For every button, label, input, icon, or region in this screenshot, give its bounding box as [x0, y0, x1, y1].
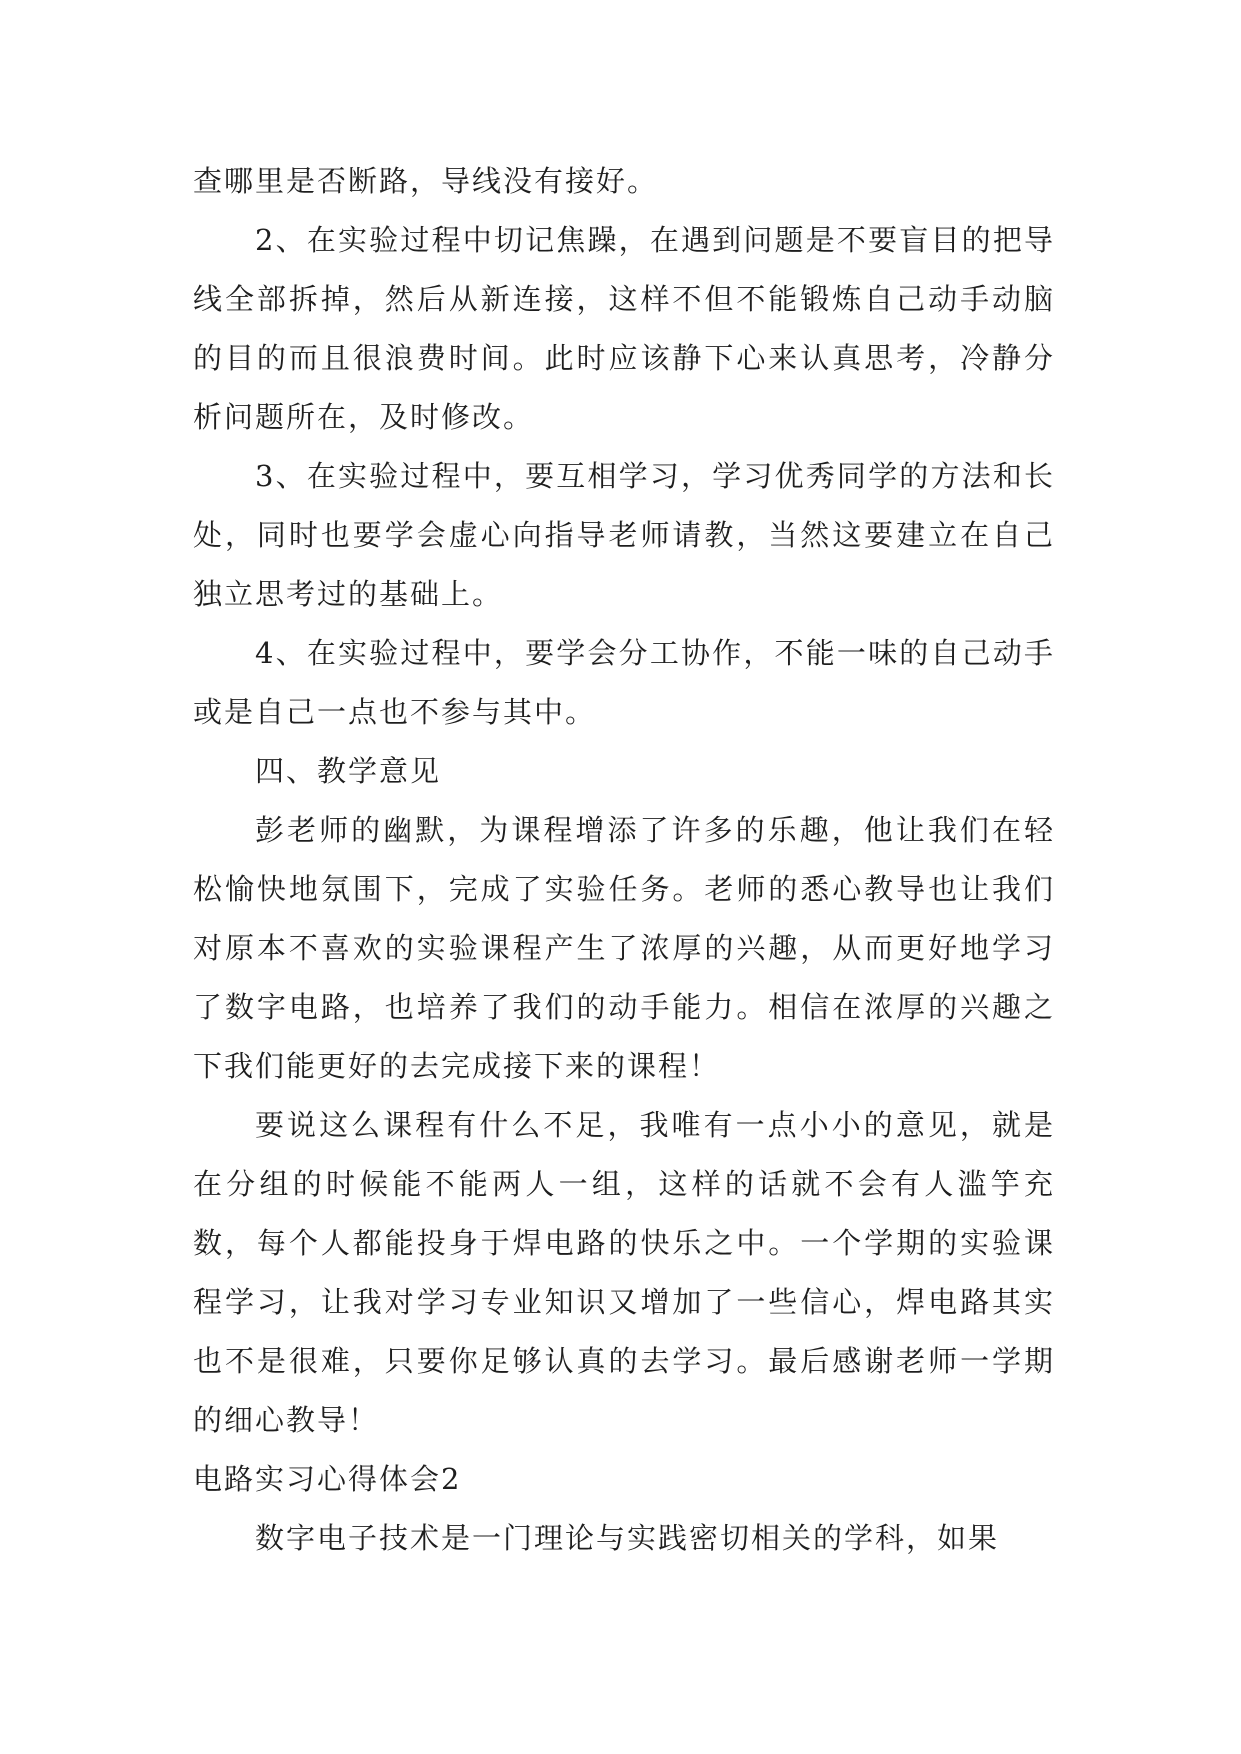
document-body: [193, 152, 1055, 1568]
paragraph-point-3: 3、在实验过程中，要互相学习，学习优秀同学的方法和长处，同时也要学会虚心向指导老师请教，当然这要建立在自己独立思考过的基础上。: [193, 459, 1055, 611]
section-heading-teaching-opinion: 四、教学意见: [255, 754, 442, 788]
paragraph-teacher-praise: 彭老师的幽默，为课程增添了许多的乐趣，他让我们在轻松愉快地氛围下，完成了实验任务。老师的悉心教导也让我们对原本不喜欢的实验课程产生了浓厚的兴趣，从而更好地学习了数字电路，也培养了我们的动手能力。相信在浓厚的兴趣之下我们能更好的去完成接下来的课程！: [193, 813, 1055, 1083]
paragraph-continuation: 查哪里是否断路，导线没有接好。: [193, 164, 659, 198]
paragraph-intro: 数字电子技术是一门理论与实践密切相关的学科，如果: [255, 1521, 1000, 1555]
paragraph-point-4: 4、在实验过程中，要学会分工协作，不能一味的自己动手或是自己一点也不参与其中。: [193, 636, 1055, 729]
paragraph-point-2: 2、在实验过程中切记焦躁，在遇到问题是不要盲目的把导线全部拆掉，然后从新连接，这样不但不能锻炼自己动手动脑的目的而且很浪费时间。此时应该静下心来认真思考，冷静分析问题所在，及时修改。: [193, 223, 1055, 434]
paragraph-suggestion: 要说这么课程有什么不足，我唯有一点小小的意见，就是在分组的时候能不能两人一组，这样的话就不会有人滥竽充数，每个人都能投身于焊电路的快乐之中。一个学期的实验课程学习，让我对学习专业知识又增加了一些信心，焊电路其实也不是很难，只要你足够认真的去学习。最后感谢老师一学期的细心教导！: [193, 1108, 1055, 1437]
article-subtitle: 电路实习心得体会2: [193, 1462, 462, 1496]
